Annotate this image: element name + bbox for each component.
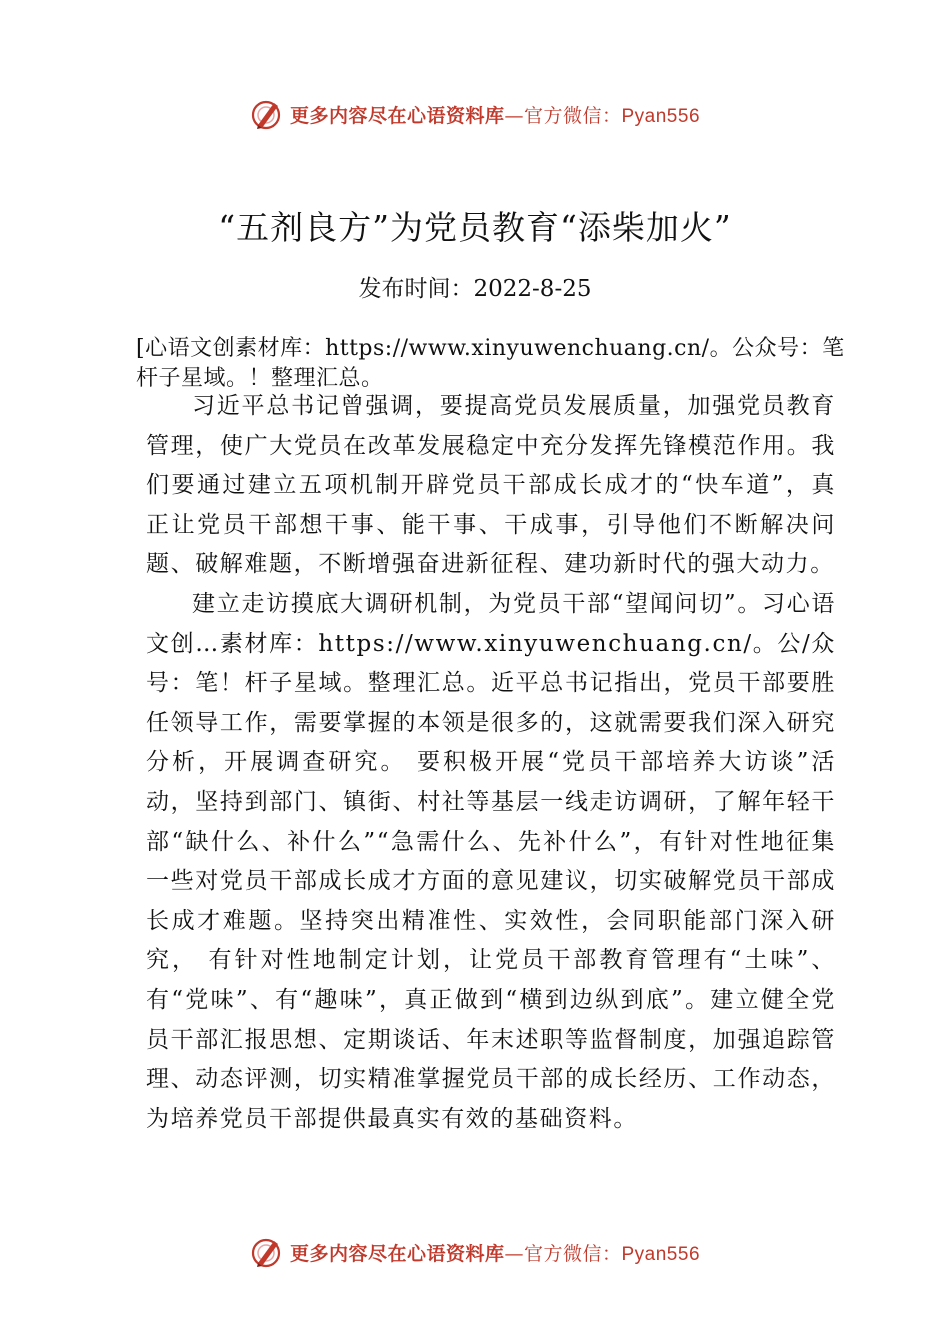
source-note: [心语文创素材库：https://www.xinyuwenchuang.cn/。公众号：笔杆子星域。！整理汇总。 — [136, 336, 845, 391]
banner-text — [290, 1239, 700, 1266]
banner-wechat-label: 官方微信： — [523, 104, 622, 127]
pen-in-circle-logo-icon — [250, 1235, 284, 1269]
banner-brand: 更多内容尽在心语资料库 — [289, 1242, 505, 1265]
paragraph: 建立走访摸底大调研机制，为党员干部“望闻问切”。习心语文创…素材库：https://www.xinyuwenchuang.cn/。公/众号：笔！杆子星域。整理汇总。近平总书记指出，党员干部要胜任领导工作，需要掌握的本领是很多的，这就需要我们深入研究分析，开展调查研究。 要积极开展“党员干部培养大访谈”活动，坚持到部门、镇街、村社等基层一线走访调研，了解年轻干部“缺什么、补什么”“急需什么、先补什么”，有针对性地征集一些对党员干部成长成才方面的意见建议，切实破解党员干部成长成才难题。坚持突出精准性、实效性，会同职能部门深入研究， 有针对性地制定计划，让党员干部教育管理有“土味”、有“党味”、有“趣味”，真正做到“横到边纵到底”。建立健全党员干部汇报思想、定期谈话、年末述职等监督制度，加强追踪管理、动态评测，切实精准掌握党员干部的成长经历、工作动态，为培养党员干部提供最真实有效的基础资料。 — [146, 590, 836, 1132]
banner-brand: 更多内容尽在心语资料库 — [289, 104, 505, 127]
banner-dash: — — [504, 104, 524, 127]
article-body — [146, 387, 836, 1139]
banner-text — [290, 101, 700, 128]
banner-wechat-label: 官方微信： — [523, 1242, 622, 1265]
paragraph: 习近平总书记曾强调，要提高党员发展质量，加强党员教育管理，使广大党员在改革发展稳定中充分发挥先锋模范作用。我们要通过建立五项机制开辟党员干部成长成才的“快车道”，真正让党员干部想干事、能干事、干成事，引导他们不断解决问题、破解难题，不断增强奋进新征程、建功新时代的强大动力。 — [146, 393, 836, 578]
pen-in-circle-logo-icon — [250, 97, 284, 131]
header-banner — [0, 96, 950, 132]
banner-wechat-id: Pyan556 — [621, 105, 701, 127]
article-title: “五剂良方”为党员教育“添柴加火” — [218, 208, 732, 247]
publish-date: 发布时间：2022-8-25 — [358, 276, 592, 302]
banner-wechat-id: Pyan556 — [621, 1243, 701, 1265]
footer-banner — [0, 1234, 950, 1270]
banner-dash: — — [504, 1242, 524, 1265]
